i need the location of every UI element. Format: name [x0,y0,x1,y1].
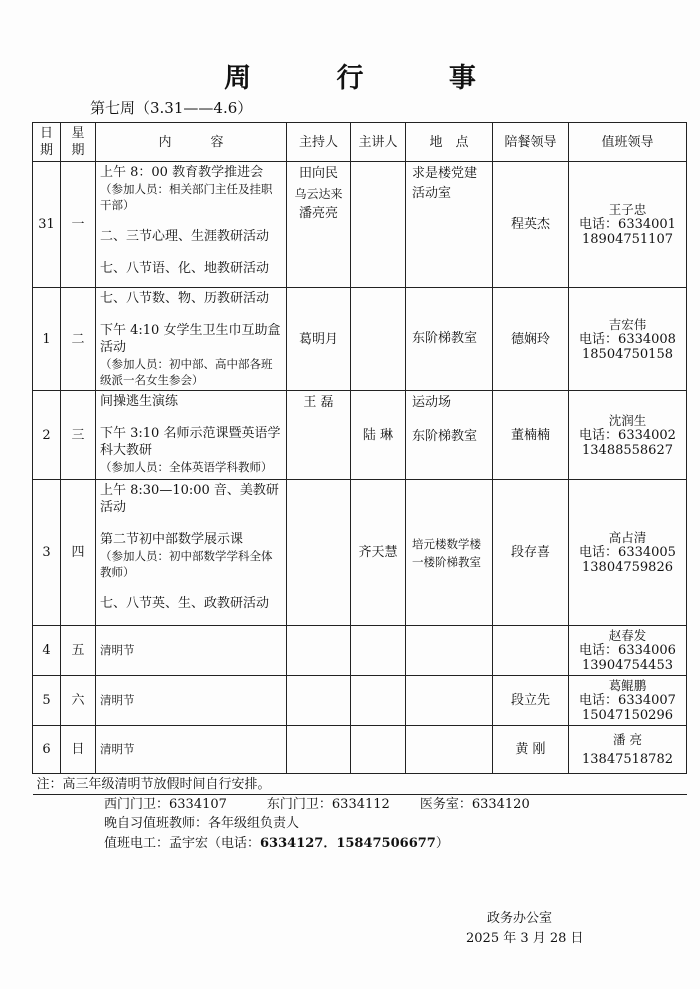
footer-phones [104,793,530,812]
row-host [287,626,351,676]
duty-name: 高占清 [608,530,647,545]
duty-name: 赵春发 [608,628,647,643]
row-host [287,480,351,626]
row-place [406,676,493,726]
row-meal: 段存喜 [493,480,569,626]
content-line: 清明节 [100,693,135,707]
table-row [33,391,687,480]
electrician-close: ） [435,836,449,851]
content-line: （参加人员：全体英语学科教师） [100,460,273,474]
electrician-duty [104,832,449,851]
content-line: 清明节 [100,643,135,657]
header-speaker: 主讲人 [351,123,406,162]
header-date: 日期 [33,123,61,162]
content-line: 第二节初中部数学展示课 [100,532,244,547]
header-duty: 值班领导 [569,123,687,162]
row-meal: 程英杰 [493,162,569,288]
row-date: 3 [33,480,61,626]
duty-mobile: 13804759826 [582,560,673,575]
content-line: 二、三节心理、生涯教研活动 [100,229,270,244]
content-line: （参加人员：初中部数学学科全体教师） [100,549,273,579]
row-day: 六 [61,676,96,726]
row-speaker [351,726,406,774]
electrician-label: 值班电工：孟宇宏（电话： [104,836,261,851]
row-host [287,391,351,480]
row-day: 日 [61,726,96,774]
row-content [96,288,287,391]
row-speaker [351,626,406,676]
row-content [96,726,287,774]
duty-name: 葛鲲鹏 [608,678,647,693]
table-row [33,726,687,774]
content-line: （参加人员：初中部、高中部各班级派一名女生参会） [100,357,273,387]
duty-mobile: 13488558627 [582,442,673,458]
duty-name: 王子忠 [608,202,647,217]
row-speaker: 齐天慧 [351,480,406,626]
row-day: 三 [61,391,96,480]
row-duty [569,288,687,391]
duty-phone: 电话：6334006 [579,643,676,658]
row-content [96,676,287,726]
duty-mobile: 18904751107 [582,232,673,247]
issue-date: 2025 年 3 月 28 日 [466,931,584,946]
evening-duty: 晚自习值班教师：各年级组负责人 [104,816,300,831]
clinic-phone: 医务室：6334120 [419,797,530,812]
content-line: 七、八节语、化、地教研活动 [100,261,270,276]
row-speaker [351,162,406,288]
row-speaker [351,288,406,391]
duty-phone: 电话：6334007 [579,693,676,708]
duty-name: 潘 亮 [613,731,642,747]
row-meal: 段立先 [493,676,569,726]
week-range: 第七周（3.31——4.6） [90,99,253,117]
row-date: 1 [33,288,61,391]
row-content [96,480,287,626]
row-host [287,726,351,774]
content-line: 清明节 [100,742,135,756]
row-date: 2 [33,391,61,480]
table-row [33,288,687,391]
row-duty [569,726,687,774]
row-place: 求是楼党建活动室 [406,162,493,288]
duty-phone: 电话：6334001 [579,217,676,232]
table-row [33,162,687,288]
duty-mobile: 18504750158 [582,346,673,362]
duty-phone: 电话：6334008 [579,331,676,347]
row-content [96,626,287,676]
duty-name: 沈润生 [608,412,647,428]
content-line: 七、八节英、生、政教研活动 [100,596,270,611]
content-line: （参加人员：相关部门主任及挂职干部） [100,182,273,212]
host-name: 潘亮亮 [298,206,338,221]
row-speaker: 陆 琳 [351,391,406,480]
table-row [33,626,687,676]
duty-mobile: 15047150296 [582,708,673,723]
content-line: 下午 4:10 女学生卫生巾互助盒活动 [100,323,281,355]
header-place: 地 点 [406,123,493,162]
row-place [406,626,493,676]
header-day: 星期 [61,123,96,162]
row-content [96,391,287,480]
row-date: 4 [33,626,61,676]
duty-mobile: 13904754453 [582,658,673,673]
content-line: 间操逃生演练 [100,394,179,409]
host-name: 王 磊 [303,395,334,410]
note-row [33,774,687,795]
duty-name: 吉宏伟 [608,316,647,332]
note-text: 注：高三年级清明节放假时间自行安排。 [33,774,687,795]
row-duty [569,676,687,726]
content-line: 七、八节数、物、历教研活动 [100,291,270,306]
row-speaker [351,676,406,726]
row-meal: 黄 刚 [493,726,569,774]
place-line: 运动场 [412,395,452,410]
duty-phone: 电话：6334005 [579,545,676,560]
table-row [33,676,687,726]
row-duty [569,480,687,626]
content-line: 上午 8：00 教育教学推进会 [100,165,264,180]
row-host [287,676,351,726]
header-meal: 陪餐领导 [493,123,569,162]
page-title: 周 行 事 [224,63,514,94]
row-day: 五 [61,626,96,676]
row-date: 6 [33,726,61,774]
row-duty [569,162,687,288]
duty-mobile: 13847518782 [582,751,673,767]
row-host [287,162,351,288]
content-line: 上午 8:30—10:00 音、美教研活动 [100,483,279,515]
issuing-office: 政务办公室 [487,911,553,926]
schedule-table [32,122,687,795]
row-meal: 德娴玲 [493,288,569,391]
table-row [33,480,687,626]
header-host: 主持人 [287,123,351,162]
row-duty [569,626,687,676]
row-place [406,391,493,480]
duty-phone: 电话：6334002 [579,427,676,443]
row-place: 培元楼数学楼一楼阶梯教室 [406,480,493,626]
east-gate-phone: 东门门卫：6334112 [266,797,390,812]
row-meal [493,626,569,676]
header-content: 内 容 [96,123,287,162]
host-name: 乌云达来 [294,187,343,201]
row-host [287,288,351,391]
content-line: 下午 3:10 名师示范课暨英语学科大教研 [100,426,281,458]
row-day: 二 [61,288,96,391]
west-gate-phone: 西门门卫：6334107 [104,797,227,812]
electrician-numbers: 6334127．15847506677 [260,836,436,851]
row-meal: 董楠楠 [493,391,569,480]
row-day: 四 [61,480,96,626]
row-date: 31 [33,162,61,288]
place-line: 东阶梯教室 [412,429,478,444]
row-place: 东阶梯教室 [406,288,493,391]
row-content [96,162,287,288]
host-name: 田向民 [298,166,338,181]
table-header-row [33,123,687,162]
row-duty [569,391,687,480]
row-place [406,726,493,774]
row-date: 5 [33,676,61,726]
row-day: 一 [61,162,96,288]
host-name: 葛明月 [298,332,338,347]
